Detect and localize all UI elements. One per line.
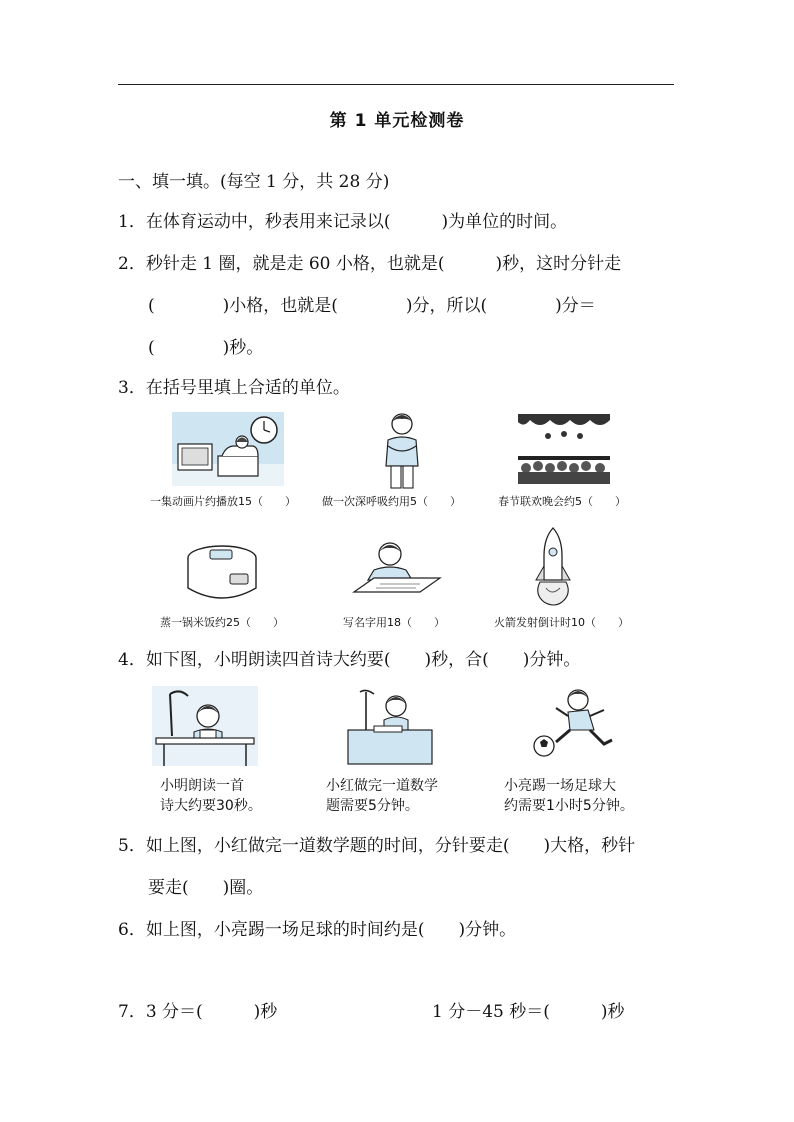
question-1: 1．在体育运动中，秒表用来记录以( )为单位的时间。 — [118, 212, 568, 232]
boy-playing-football-icon — [530, 688, 620, 760]
question-6: 6．如上图，小亮踢一场足球的时间约是( )分钟。 — [118, 920, 517, 940]
football-picture — [530, 688, 620, 760]
rocket-picture — [530, 526, 576, 608]
rocket-launch-icon — [530, 526, 576, 608]
breathing-picture — [372, 410, 432, 490]
q3-caption-1: 一集动画片约播放15（ ） — [150, 495, 296, 508]
question-5-line-2: 要走( )圈。 — [148, 878, 264, 898]
question-5-line-1: 5．如上图，小红做完一道数学题的时间，分针要走( )大格，秒针 — [118, 836, 636, 856]
q4-caption-3-line-2: 约需要1小时5分钟。 — [504, 798, 634, 814]
q4-caption-2-line-1: 小红做完一道数学 — [326, 778, 438, 794]
q4-caption-1-line-1: 小明朗读一首 — [160, 778, 244, 794]
math-picture — [344, 688, 436, 766]
boy-breathing-icon — [372, 410, 432, 490]
girl-reading-icon — [152, 686, 258, 766]
q3-caption-3: 春节联欢晚会约5（ ） — [498, 495, 626, 508]
top-rule — [118, 84, 674, 85]
question-7-part-b: 1 分－45 秒＝( )秒 — [432, 1002, 625, 1022]
rice-cooker-icon — [182, 540, 262, 606]
question-2-line-3: ( )秒。 — [148, 338, 264, 358]
q4-caption-1-line-2: 诗大约要30秒。 — [160, 798, 262, 814]
q3-caption-6: 火箭发射倒计时10（ ） — [494, 616, 629, 629]
question-4: 4．如下图，小明朗读四首诗大约要( )秒，合( )分钟。 — [118, 650, 581, 670]
q3-caption-4: 蒸一锅米饭约25（ ） — [160, 616, 284, 629]
girl-doing-math-icon — [344, 688, 436, 766]
question-2-line-2: ( )小格，也就是( )分，所以( )分＝ — [148, 296, 596, 316]
reading-picture — [152, 686, 258, 766]
rice-cooker-picture — [182, 540, 262, 606]
q4-caption-2-line-2: 题需要5分钟。 — [326, 798, 419, 814]
writing-picture — [350, 540, 444, 598]
person-watching-tv-icon — [172, 412, 284, 486]
q3-caption-2: 做一次深呼吸约用5（ ） — [322, 495, 461, 508]
q4-caption-3-line-1: 小亮踢一场足球大 — [504, 778, 616, 794]
stage-gala-icon — [518, 414, 610, 484]
tv-scene-picture — [172, 412, 284, 486]
question-7-part-a: 7．3 分＝( )秒 — [118, 1002, 278, 1022]
q3-caption-5: 写名字用18（ ） — [343, 616, 445, 629]
page-title: 第 1 单元检测卷 — [329, 111, 465, 131]
question-3: 3．在括号里填上合适的单位。 — [118, 378, 350, 398]
boy-writing-icon — [350, 540, 444, 598]
question-2-line-1: 2．秒针走 1 圈，就是走 60 小格，也就是( )秒，这时分针走 — [118, 254, 622, 274]
gala-picture — [518, 414, 610, 484]
section-heading: 一、填一填。(每空 1 分，共 28 分) — [118, 172, 390, 192]
